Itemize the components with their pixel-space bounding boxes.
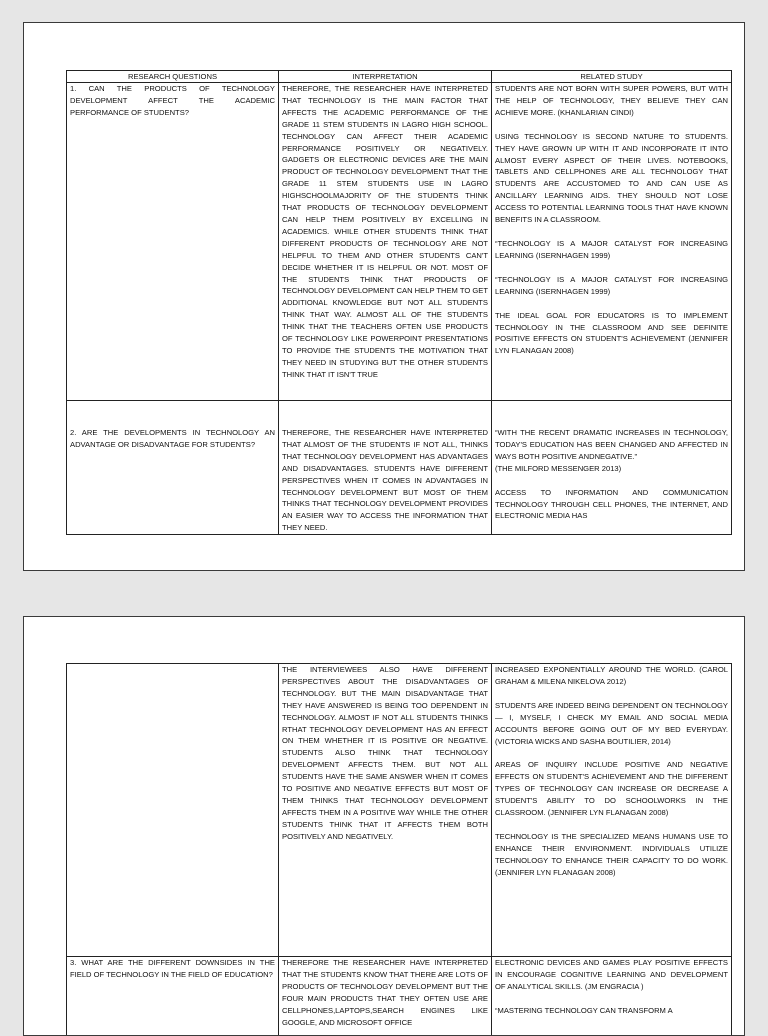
related-study-cell bbox=[492, 957, 732, 1036]
question-cell bbox=[67, 401, 279, 535]
research-table-page-1 bbox=[66, 70, 732, 535]
table-row bbox=[67, 401, 732, 535]
research-table-page-2 bbox=[66, 663, 732, 1036]
related-paragraph: ELECTRONIC DEVICES AND GAMES PLAY POSITIVE EFFECTS IN ENCOURAGE COGNITIVE LEARNING AND DEVELOPMENT OF ANALYTICAL SKILLS. (JM ENGRACIA ) bbox=[495, 957, 728, 993]
question-cell bbox=[67, 664, 279, 957]
related-study-cell bbox=[492, 83, 732, 401]
interpretation-cell: THE INTERVIEWEES ALSO HAVE DIFFERENT PERSPECTIVES ABOUT THE DISADVANTAGES OF TECHNOLOGY. BUT THE MAIN DISADVANTAGE THAT THEY HAVE ANSWERED IS BEING TOO DEPENDENT IN TECHNOLOGY. ALMOST IF NOT ALL STUDENTS THINKS RTHAT TECHNOLOGY DEVELOPMENT HAS AN EFFECT ON THEM WHETHER IT IS POSITIVE OR NEGATIVE. STUDENTS ALSO THINK THAT TECHNOLOGY DEVELOPMENT AFFECTS THEM. BUT NOT ALL STUDENTS HAVE THE SAME ANSWER WHEN IT COMES TO POSITIVE AND NEGATIVE EFFECTS BUT MOST OF THEM THINKS THAT TECHNOLOGY DEVELOPMENT AFFECTS THEM IN A POSITIVE WAY WHILE THE OTHER STUDENTS THINK THAT IT AFFECTS THEM BOTH POSITIVELY AND NEGATIVELY. bbox=[279, 664, 492, 957]
related-paragraph: STUDENTS ARE NOT BORN WITH SUPER POWERS, BUT WITH THE HELP OF TECHNOLOGY, THEY BELIEVE THEY CAN ACHIEVE MORE. (KHANLARIAN CINDI) bbox=[495, 83, 728, 119]
related-paragraph: “TECHNOLOGY IS A MAJOR CATALYST FOR INCREASING LEARNING (ISERNHAGEN 1999) bbox=[495, 238, 728, 262]
related-paragraph: TECHNOLOGY IS THE SPECIALIZED MEANS HUMANS USE TO ENHANCE THEIR ENVIRONMENT. INDIVIDUALS UTILIZE TECHNOLOGY TO ENHANCE THEIR CAPACITY TO DO WORK. (JENNIFER LYN FLANAGAN 2008) bbox=[495, 831, 728, 879]
table-row bbox=[67, 664, 732, 957]
interpretation-cell: THEREFORE THE RESEARCHER HAVE INTERPRETED THAT THE STUDENTS KNOW THAT THERE ARE LOTS OF PRODUCTS OF TECHNOLOGY DEVELOPMENT BUT THE FOUR MAIN PRODUCTS THAT THEY OFTEN USE ARE CELLPHONES,LAPTOPS,SEARCH ENGINES LIKE GOOGLE, AND MICROSOFT OFFICE bbox=[279, 957, 492, 1036]
related-paragraph: “WITH THE RECENT DRAMATIC INCREASES IN TECHNOLOGY, TODAY'S EDUCATION HAS BEEN CHANGED AND AFFECTED IN WAYS BOTH POSITIVE ANDNEGATIVE.” bbox=[495, 427, 728, 463]
interpretation-text: THEREFORE, THE RESEARCHER HAVE INTERPRETED THAT ALMOST OF THE STUDENTS IF NOT ALL, THINKS THAT TECHNOLOGY DEVELOPMENT HAS ADVANTAGES AND DISADVANTAGES. STUDENTS HAVE DIFFERENT PERSPECTIVES WHEN IT COMES IN ADVANTAGES IN TECHNOLOGY DEVELOPMENT BUT MOST OF THEM THINKS THAT TECHNOLOGY DEVELOPMENT PROVIDES AN EASIER WAY TO ACCESS THE INFORMATION THAT THEY NEED. bbox=[282, 428, 488, 532]
related-paragraph: STUDENTS ARE INDEED BEING DEPENDENT ON TECHNOLOGY — I, MYSELF, I CHECK MY EMAIL AND SOCIAL MEDIA ACCOUNTS BEFORE GOING OUT OF MY BED EVERYDAY. (VICTORIA WICKS AND SASHA BOUTILIER, 2014) bbox=[495, 700, 728, 748]
table-row bbox=[67, 83, 732, 401]
question-cell: 1. CAN THE PRODUCTS OF TECHNOLOGY DEVELOPMENT AFFECT THE ACADEMIC PERFORMANCE OF STUDENTS? bbox=[67, 83, 279, 401]
table-row bbox=[67, 957, 732, 1036]
related-citation: (THE MILFORD MESSENGER 2013) bbox=[495, 463, 728, 475]
related-study-cell bbox=[492, 664, 732, 957]
related-paragraph: THE IDEAL GOAL FOR EDUCATORS IS TO IMPLEMENT TECHNOLOGY IN THE CLASSROOM AND SEE DEFINITE POSITIVE EFFECTS ON STUDENT'S ACHIEVEMENT (JENNIFER LYN FLANAGAN 2008) bbox=[495, 310, 728, 358]
related-paragraph: AREAS OF INQUIRY INCLUDE POSITIVE AND NEGATIVE EFFECTS ON STUDENT'S ACHIEVEMENT AND THE DIFFERENT TYPES OF TECHNOLOGY CAN INCREASE OR DECREASE A STUDENT'S ABILITY TO DO SCHOOLWORKS IN THE CLASSROOM. (JENNIFER LYN FLANAGAN 2008) bbox=[495, 759, 728, 819]
question-cell: 3. WHAT ARE THE DIFFERENT DOWNSIDES IN THE FIELD OF TECHNOLOGY IN THE FIELD OF EDUCATION? bbox=[67, 957, 279, 1036]
related-study-cell bbox=[492, 401, 732, 535]
table-header-row bbox=[67, 71, 732, 83]
related-paragraph: “TECHNOLOGY IS A MAJOR CATALYST FOR INCREASING LEARNING (ISERNHAGEN 1999) bbox=[495, 274, 728, 298]
interpretation-cell: THEREFORE, THE RESEARCHER HAVE INTERPRETED THAT TECHNOLOGY IS THE MAIN FACTOR THAT AFFECTS THE ACADEMIC PERFORMANCE OF THE GRADE 11 STEM STUDENTS IN LAGRO HIGH SCHOOL. TECHNOLOGY CAN AFFECT THEIR ACADEMIC PERFORMANCE POSITIVELY OR NEGATIVELY. GADGETS OR ELECTRONIC DEVICES ARE THE MAIN PRODUCT OF TECHNOLOGY DEVELOPMENT THAT THE GRADE 11 STEM STUDENTS USE IN LAGRO HIGHSCHOOLMAJORITY OF THE STUDENTS THINK THAT PRODUCTS OF TECHNOLOGY DEVELOPMENT CAN HELP THEM POSITIVELY BY EXCELLING IN ACADEMICS. WHILE OTHER STUDENTS THINK THAT DIFFERENT PRODUCTS OF TECHNOLOGY ARE NOT HELPFUL TO THEM AND OTHER STUDENTS CAN'T DECIDE WHETHER IT IS HELPFUL OR NOT. MOST OF THE STUDENTS THINK THAT PRODUCTS OF TECHNOLOGY DEVELOPMENT CAN HELP THEM TO GET ADDITIONAL KNOWLEDGE BUT NOT ALL STUDENTS THINK THAT WAY. ALMOST ALL OF THE STUDENTS THINK THAT THE TEACHERS OFTEN USE PRODUCTS OF TECHNOLOGY LIKE POWERPOINT PRESENTATIONS TO PROVIDE THE STUDENTS THE MOTIVATION THAT THEY NEED IN STUDYING BUT THE OTHER STUDENTS THINK THAT IT ISN'T TRUE bbox=[279, 83, 492, 401]
header-interpretation: INTERPRETATION bbox=[279, 71, 492, 83]
question-text: 2. ARE THE DEVELOPMENTS IN TECHNOLOGY AN ADVANTAGE OR DISADVANTAGE FOR STUDENTS? bbox=[70, 428, 275, 449]
interpretation-cell bbox=[279, 401, 492, 535]
header-research-questions: RESEARCH QUESTIONS bbox=[67, 71, 279, 83]
related-paragraph: ACCESS TO INFORMATION AND COMMUNICATION TECHNOLOGY THROUGH CELL PHONES, THE INTERNET, AND ELECTRONIC MEDIA HAS bbox=[495, 487, 728, 523]
related-paragraph: “MASTERING TECHNOLOGY CAN TRANSFORM A bbox=[495, 1005, 728, 1017]
document-page-1 bbox=[23, 22, 745, 571]
header-related-study: RELATED STUDY bbox=[492, 71, 732, 83]
related-paragraph: INCREASED EXPONENTIALLY AROUND THE WORLD. (CAROL GRAHAM & MILENA NIKELOVA 2012) bbox=[495, 664, 728, 688]
document-page-2 bbox=[23, 616, 745, 1036]
related-paragraph: USING TECHNOLOGY IS SECOND NATURE TO STUDENTS. THEY HAVE GROWN UP WITH IT AND INCORPORATE IT INTO ALMOST EVERY ASPECT OF THEIR LIVES. NOTEBOOKS, TABLETS AND CELLPHONES ARE ALL TECHNOLOGY THAT STUDENTS ARE ACCUSTOMED TO AND CAN USE AS ANCILLARY LEARNING AIDS. THEY SHOULD NOT LOSE ACCESS TO POTENTIAL LEARNING TOOLS THAT HAVE KNOWN BENEFITS IN A CLASSROOM. bbox=[495, 131, 728, 226]
